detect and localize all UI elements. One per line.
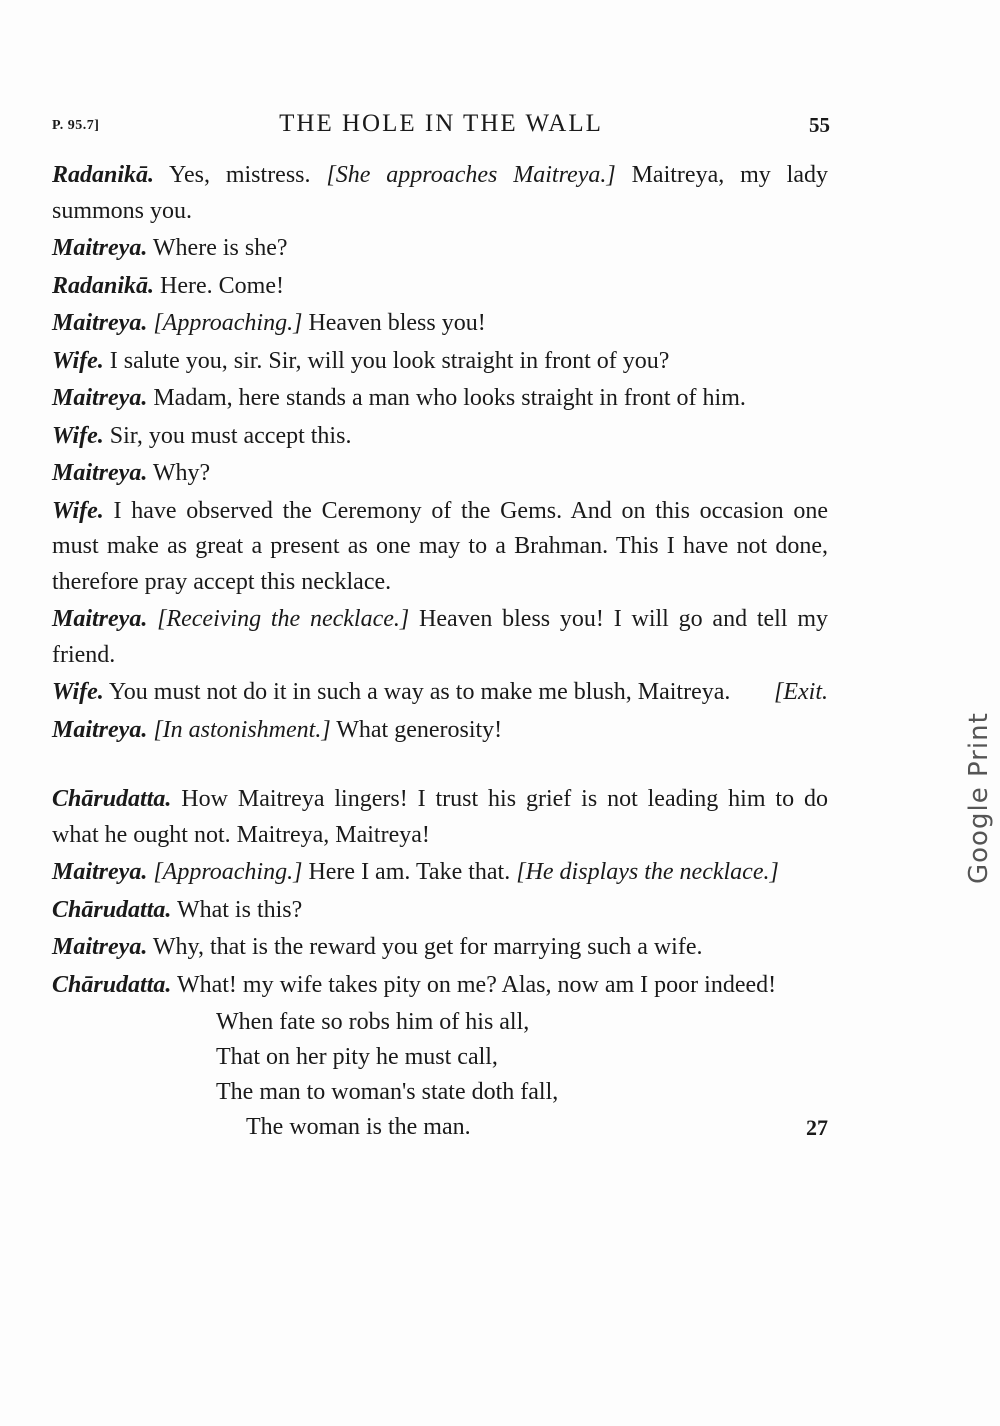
dialogue-line xyxy=(52,782,828,853)
speaker-name: Chārudatta. xyxy=(52,896,172,923)
dialogue-line xyxy=(52,231,828,267)
dialogue-line xyxy=(52,419,828,455)
speaker-name: Maitreya. xyxy=(52,235,148,261)
verse xyxy=(216,1005,828,1145)
stage-direction: [In astonishment.] xyxy=(153,716,331,743)
verse-block xyxy=(52,1005,828,1145)
speaker-name: Chārudatta. xyxy=(52,971,172,998)
speaker-name: Maitreya. xyxy=(52,606,148,632)
verse-line: The man to woman's state doth fall, xyxy=(216,1079,559,1105)
speaker-name: Maitreya. xyxy=(52,859,148,885)
line-text xyxy=(147,606,157,632)
stage-direction: [He displays the necklace.] xyxy=(516,859,779,885)
speaker-name: Maitreya. xyxy=(52,310,148,336)
stage-direction: [She approaches Maitreya.] xyxy=(326,162,616,188)
stage-direction: [Approaching.] xyxy=(153,859,303,885)
line-text: I salute you, sir. Sir, will you look straight in front of you? xyxy=(103,347,670,374)
line-text: Why? xyxy=(147,460,211,486)
speaker-name: Chārudatta. xyxy=(52,786,172,812)
line-text: Madam, here stands a man who looks straight in front of him. xyxy=(147,385,746,411)
dialogue-line xyxy=(52,158,828,229)
exit-direction: [Exit. xyxy=(774,679,828,705)
line-text: What is this? xyxy=(171,896,303,923)
line-text: I have observed the Ceremony of the Gems. And on this occasion one must make as great a present as one may to a Brahman. This I have not done, therefore pray accept this necklace. xyxy=(52,497,828,595)
speaker-name: Maitreya. xyxy=(52,716,148,743)
page-number: 55 xyxy=(809,113,830,137)
verse-line: When fate so robs him of his all, xyxy=(216,1009,530,1035)
dialogue-line xyxy=(52,713,828,749)
line-text: What! my wife takes pity on me? Alas, now am I poor indeed! xyxy=(171,971,777,998)
speaker-name: Radanikā. xyxy=(52,162,155,188)
verse-line: That on her pity he must call, xyxy=(216,1044,498,1070)
line-text: Why, that is the reward you get for marrying such a wife. xyxy=(147,934,703,960)
line-text: Heaven bless you! I will go and tell my friend. xyxy=(52,606,828,668)
dialogue-line xyxy=(52,381,828,417)
line-text: Heaven bless you! xyxy=(302,310,486,336)
play-text xyxy=(52,158,828,1145)
dialogue-line xyxy=(52,494,828,601)
running-header xyxy=(52,110,830,142)
stage-direction: [Receiving the necklace.] xyxy=(157,606,410,632)
line-text: Here I am. Take that. xyxy=(302,859,517,885)
line-text: Yes, mistress. xyxy=(154,162,327,188)
page-title: THE HOLE IN THE WALL xyxy=(279,110,603,137)
speaker-name: Maitreya. xyxy=(52,460,148,486)
dialogue-line xyxy=(52,968,828,1004)
line-text: Here. Come! xyxy=(154,272,284,299)
verse-line: The woman is the man. xyxy=(246,1114,471,1140)
line-text: How Maitreya lingers! I trust his grief is not leading him to do what he ought not. Maitreya, Maitreya! xyxy=(52,786,828,848)
dialogue-line xyxy=(52,344,828,380)
line-text: Sir, you must accept this. xyxy=(103,422,352,449)
line-text: Maitreya, my lady summons you. xyxy=(52,162,828,224)
page-reference: P. 95.7] xyxy=(52,118,100,133)
speaker-name: Maitreya. xyxy=(52,934,148,960)
stage-direction: [Approaching.] xyxy=(153,310,303,336)
speaker-name: Wife. xyxy=(52,422,104,449)
speaker-name: Maitreya. xyxy=(52,385,148,411)
dialogue-line xyxy=(52,456,828,492)
line-text: Where is she? xyxy=(147,235,288,261)
google-print-watermark: Google Print xyxy=(964,712,994,884)
sheet-number: 27 xyxy=(806,1114,828,1140)
speaker-name: Wife. xyxy=(52,497,104,524)
dialogue-line xyxy=(52,893,828,929)
speaker-name: Radanikā. xyxy=(52,272,155,299)
speaker-name: Wife. xyxy=(52,347,104,374)
speaker-name: Wife. xyxy=(52,679,104,705)
dialogue-line xyxy=(52,602,828,673)
line-text: What generosity! xyxy=(330,716,503,743)
dialogue-line xyxy=(52,269,828,305)
dialogue-line xyxy=(52,675,828,711)
line-text: You must not do it in such a way as to make me blush, Maitreya. xyxy=(103,679,731,705)
dialogue-line xyxy=(52,306,828,342)
dialogue-line xyxy=(52,855,828,891)
dialogue-line xyxy=(52,930,828,966)
